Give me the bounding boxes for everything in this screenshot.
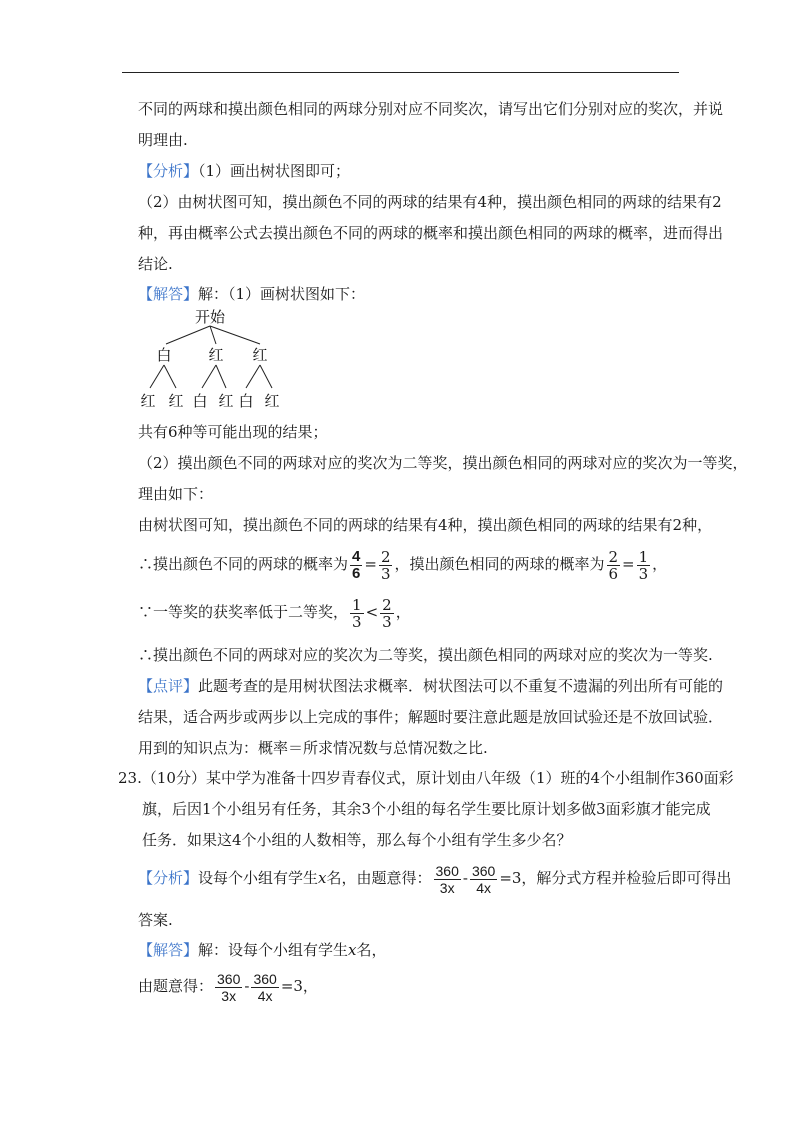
text-line: 答案. bbox=[138, 911, 173, 929]
tree-leaf: 红 bbox=[218, 392, 234, 410]
text-line bbox=[138, 284, 365, 304]
text-span: 解：（1）画树状图如下： bbox=[198, 285, 366, 303]
comment-tag: 【点评】 bbox=[138, 677, 199, 695]
variable-x: x bbox=[318, 869, 327, 887]
question-23-line: 任务．如果这4个小组的人数相等，那么每个小组有学生多少名？ bbox=[142, 831, 572, 849]
tree-edge bbox=[164, 365, 176, 388]
tree-node: 白 bbox=[156, 346, 172, 364]
text-span: ， bbox=[395, 603, 411, 621]
fraction: $\frac{360}{3x}$ bbox=[435, 862, 459, 896]
tree-node: 红 bbox=[208, 346, 224, 364]
operator: - bbox=[244, 977, 250, 995]
tree-edge bbox=[166, 326, 210, 344]
text-line bbox=[138, 940, 387, 960]
text-span: 名，由题意得： bbox=[326, 869, 432, 887]
question-23-line: 旗，后因1个小组另有任务，其余3个小组的每名学生要比原计划多做3面彩旗才能完成 bbox=[142, 800, 711, 818]
tree-leaf: 红 bbox=[168, 392, 184, 410]
text-span: ∴摸出颜色不同的两球的概率为 bbox=[138, 555, 349, 573]
text-span: 名， bbox=[356, 941, 387, 959]
text-span: =3， bbox=[280, 977, 318, 995]
fraction: $\frac{360}{4x}$ bbox=[471, 862, 496, 896]
operator: = bbox=[364, 555, 377, 573]
operator: - bbox=[462, 869, 468, 887]
text-span: =3，解分式方程并检验后即可得出 bbox=[499, 869, 732, 887]
text-line: 种，再由概率公式去摸出颜色不同的两球的概率和摸出颜色相同的两球的概率，进而得出 bbox=[138, 224, 724, 242]
tree-edge bbox=[210, 326, 216, 344]
fraction: $\frac{2}{3}$ bbox=[380, 547, 391, 583]
analysis-tag: 【分析】 bbox=[138, 162, 199, 180]
fraction: $\frac{1}{3}$ bbox=[352, 595, 362, 631]
tree-edge bbox=[216, 365, 226, 388]
text-line bbox=[138, 546, 667, 582]
text-line: 明理由. bbox=[138, 131, 188, 149]
text-line: 不同的两球和摸出颜色相同的两球分别对应不同奖次，请写出它们分别对应的奖次，并说 bbox=[138, 100, 724, 118]
text-line: 用到的知识点为：概率＝所求情况数与总情况数之比. bbox=[138, 739, 488, 757]
header-rule bbox=[122, 72, 679, 73]
variable-x: x bbox=[348, 941, 357, 959]
text-line: 理由如下： bbox=[138, 485, 214, 503]
text-line bbox=[138, 594, 411, 630]
answer-tag: 【解答】 bbox=[138, 941, 199, 959]
text-span: （1）画出树状图即可； bbox=[198, 162, 351, 180]
text-line bbox=[138, 966, 318, 1006]
text-line: ∴摸出颜色不同的两球对应的奖次为二等奖，摸出颜色相同的两球对应的奖次为一等奖. bbox=[138, 646, 713, 664]
analysis-tag: 【分析】 bbox=[138, 869, 199, 887]
tree-leaf: 白 bbox=[192, 392, 208, 410]
fraction: $\frac{1}{3}$ bbox=[638, 547, 649, 583]
text-line bbox=[138, 858, 731, 898]
tree-leaf: 红 bbox=[264, 392, 280, 410]
text-line: （2）由树状图可知，摸出颜色不同的两球的结果有4种，摸出颜色相同的两球的结果有2 bbox=[138, 193, 722, 211]
tree-leaf: 红 bbox=[140, 392, 156, 410]
text-span: 由题意得： bbox=[138, 977, 214, 995]
tree-edge bbox=[246, 365, 260, 388]
text-span: 设每个小组有学生 bbox=[198, 869, 319, 887]
fraction: $\frac{2}{6}$ bbox=[608, 547, 619, 583]
tree-edge bbox=[260, 365, 272, 388]
text-line: 结论. bbox=[138, 255, 173, 273]
text-span: ∵一等奖的获奖率低于二等奖， bbox=[138, 603, 349, 621]
answer-tag: 【解答】 bbox=[138, 285, 199, 303]
text-line: 由树状图可知，摸出颜色不同的两球的结果有4种，摸出颜色相同的两球的结果有2种， bbox=[138, 516, 713, 534]
tree-edge bbox=[150, 365, 164, 388]
tree-diagram bbox=[138, 308, 298, 413]
text-line: 结果，适合两步或两步以上完成的事件；解题时要注意此题是放回试验还是不放回试验． bbox=[138, 708, 724, 726]
fraction: $\frac{4}{6}$ bbox=[352, 547, 361, 582]
text-span: ， bbox=[652, 555, 668, 573]
tree-root: 开始 bbox=[194, 308, 226, 326]
tree-edge bbox=[210, 326, 260, 344]
fraction: $\frac{360}{4x}$ bbox=[253, 970, 277, 1004]
fraction: $\frac{2}{3}$ bbox=[382, 595, 392, 631]
text-line bbox=[138, 161, 350, 181]
tree-edge bbox=[202, 365, 216, 388]
fraction: $\frac{360}{3x}$ bbox=[217, 970, 241, 1004]
tree-node: 红 bbox=[252, 346, 268, 364]
operator: < bbox=[365, 603, 379, 621]
text-span: 此题考查的是用树状图法求概率．树状图法可以不重复不遗漏的列出所有可能的 bbox=[198, 677, 724, 695]
text-span: 解：设每个小组有学生 bbox=[198, 941, 349, 959]
tree-leaf: 白 bbox=[238, 392, 254, 410]
operator: = bbox=[622, 555, 635, 573]
text-span: ，摸出颜色相同的两球的概率为 bbox=[394, 555, 605, 573]
text-line: （2）摸出颜色不同的两球对应的奖次为二等奖，摸出颜色相同的两球对应的奖次为一等奖， bbox=[138, 454, 748, 472]
text-line bbox=[138, 676, 723, 696]
question-23-line: 23.（10分）某中学为准备十四岁青春仪式，原计划由八年级（1）班的4个小组制作360面彩 bbox=[118, 769, 734, 787]
text-line: 共有6种等可能出现的结果； bbox=[138, 423, 328, 441]
